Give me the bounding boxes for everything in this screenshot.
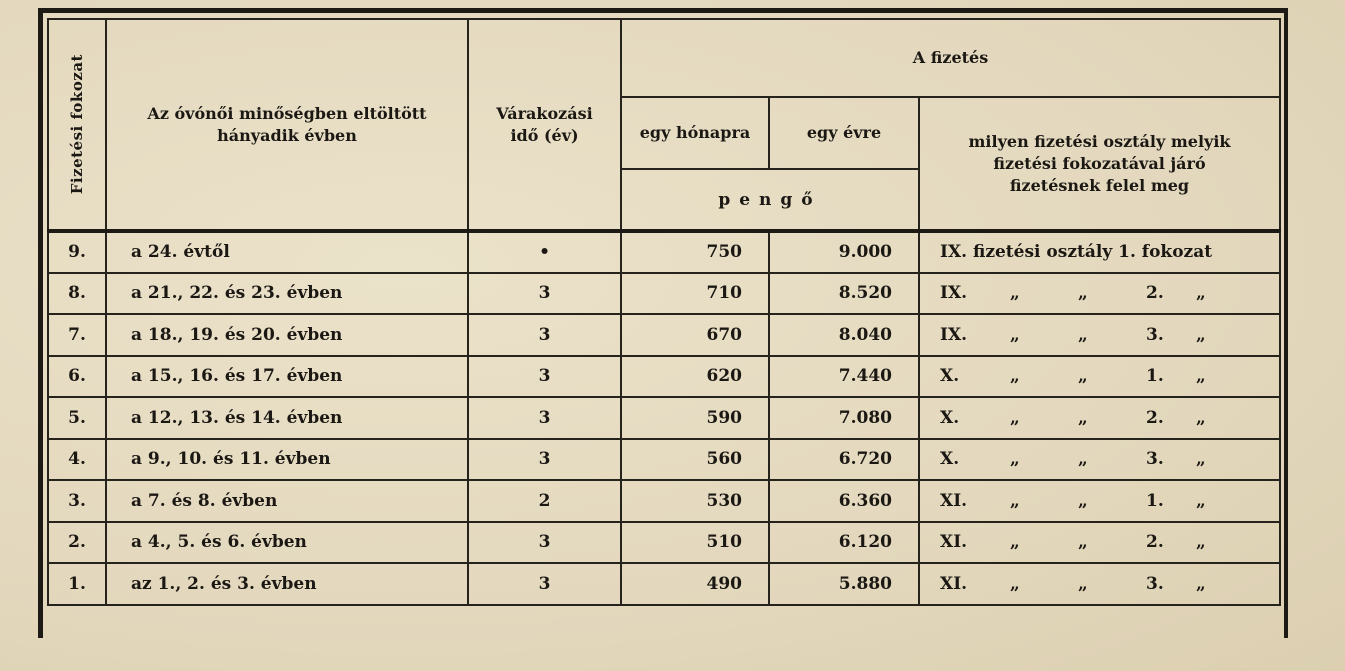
cell-evi: 6.360 [769,480,919,522]
cell-evi: 5.880 [769,563,919,605]
cell-osztaly [919,356,1280,398]
cell-varakozasi: 3 [468,356,621,398]
cell-varakozasi: 3 [468,563,621,605]
ditto-mark: „ [1196,283,1206,304]
header-penzegyseg [621,169,919,231]
header-penzegyseg-label: pengő [718,189,822,210]
ditto-mark: „ [1010,283,1020,304]
cell-varakozasi: 3 [468,314,621,356]
ditto-mark: „ [1078,490,1088,511]
header-fizetes [621,19,1280,97]
salary-table [47,18,1281,606]
ditto-mark: „ [1078,573,1088,594]
header-osztaly-label: milyen fizetési osztály melyik fizetési fokozatával járó fizetésnek felel meg [968,131,1231,195]
cell-osztaly [919,522,1280,564]
osztaly-fokozat: 3. [1146,449,1164,470]
header-fokozat-label: Fizetési fokozat [68,54,86,195]
ditto-mark: „ [1010,573,1020,594]
cell-varakozasi: 3 [468,522,621,564]
ditto-mark: „ [1010,490,1020,511]
table-row [48,314,1280,356]
osztaly-fokozat: 2. [1146,407,1164,428]
ditto-mark: „ [1078,283,1088,304]
osztaly-roman: XI. [940,532,968,553]
header-havi-label: egy hónapra [639,123,751,142]
osztaly-roman: IX. [940,324,968,345]
ditto-mark: „ [1078,407,1088,428]
ditto-mark: „ [1196,490,1206,511]
ditto-mark: „ [1196,532,1206,553]
cell-fokozat: 8. [48,273,106,315]
osztaly-roman: X. [940,449,960,470]
ditto-mark: „ [1010,532,1020,553]
cell-havi: 750 [621,231,769,273]
cell-evi: 7.080 [769,397,919,439]
osztaly-roman: XI. [940,573,968,594]
cell-varakozasi: 2 [468,480,621,522]
osztaly-fokozat: 1. [1146,490,1164,511]
cell-osztaly [919,480,1280,522]
cell-varakozasi: • [468,231,621,273]
cell-ev: a 12., 13. és 14. évben [106,397,468,439]
ditto-mark: „ [1196,573,1206,594]
table-row [48,480,1280,522]
cell-ev: a 24. évtől [106,231,468,273]
cell-fokozat: 4. [48,439,106,481]
cell-fokozat: 3. [48,480,106,522]
cell-fokozat: 9. [48,231,106,273]
cell-varakozasi: 3 [468,439,621,481]
table-row [48,439,1280,481]
cell-ev: a 15., 16. és 17. évben [106,356,468,398]
cell-evi: 6.720 [769,439,919,481]
header-evi-label: egy évre [806,123,882,142]
cell-havi: 620 [621,356,769,398]
osztaly-roman: X. [940,366,960,387]
osztaly-fokozat: 3. [1146,324,1164,345]
cell-ev: a 18., 19. és 20. évben [106,314,468,356]
cell-fokozat: 6. [48,356,106,398]
ditto-mark: „ [1196,449,1206,470]
cell-havi: 510 [621,522,769,564]
cell-varakozasi: 3 [468,273,621,315]
cell-osztaly [919,397,1280,439]
cell-havi: 710 [621,273,769,315]
cell-havi: 530 [621,480,769,522]
cell-osztaly [919,439,1280,481]
ditto-mark: „ [1196,324,1206,345]
cell-ev: a 21., 22. és 23. évben [106,273,468,315]
cell-osztaly [919,563,1280,605]
ditto-mark: „ [1078,366,1088,387]
ditto-mark: „ [1010,449,1020,470]
header-varakozasi-label: Várakozási idő (év) [496,103,593,145]
ditto-mark: „ [1010,366,1020,387]
cell-evi: 8.040 [769,314,919,356]
table-row [48,273,1280,315]
header-fokozat [48,19,106,231]
ditto-mark: „ [1078,324,1088,345]
cell-ev: a 9., 10. és 11. évben [106,439,468,481]
osztaly-fokozat: 2. [1146,532,1164,553]
osztaly-fokozat: 3. [1146,573,1164,594]
table-body [48,231,1280,605]
header-evi [769,97,919,169]
cell-ev: a 7. és 8. évben [106,480,468,522]
cell-evi: 9.000 [769,231,919,273]
cell-fokozat: 1. [48,563,106,605]
table-row [48,231,1280,273]
osztaly-fokozat: 1. [1146,366,1164,387]
ditto-mark: „ [1196,407,1206,428]
cell-fokozat: 2. [48,522,106,564]
header-havi [621,97,769,169]
header-ev [106,19,468,231]
cell-varakozasi: 3 [468,397,621,439]
cell-havi: 490 [621,563,769,605]
cell-fokozat: 5. [48,397,106,439]
osztaly-fokozat: 2. [1146,283,1164,304]
ditto-mark: „ [1010,407,1020,428]
cell-ev: a 4., 5. és 6. évben [106,522,468,564]
osztaly-roman: X. [940,407,960,428]
header-ev-label: Az óvónői minőségben eltöltött hányadik évben [147,103,427,145]
cell-havi: 670 [621,314,769,356]
table-row [48,356,1280,398]
ditto-mark: „ [1078,532,1088,553]
cell-evi: 8.520 [769,273,919,315]
cell-fokozat: 7. [48,314,106,356]
cell-ev: az 1., 2. és 3. évben [106,563,468,605]
cell-evi: 7.440 [769,356,919,398]
cell-osztaly [919,314,1280,356]
cell-havi: 560 [621,439,769,481]
ditto-mark: „ [1196,366,1206,387]
header-fizetes-label: A fizetés [912,48,989,67]
ditto-mark: „ [1010,324,1020,345]
cell-osztaly: IX. fizetési osztály 1. fokozat [919,231,1280,273]
cell-evi: 6.120 [769,522,919,564]
osztaly-roman: IX. [940,283,968,304]
osztaly-roman: XI. [940,490,968,511]
cell-havi: 590 [621,397,769,439]
table-row [48,397,1280,439]
table-row [48,563,1280,605]
header-osztaly [919,97,1280,231]
header-varakozasi [468,19,621,231]
ditto-mark: „ [1078,449,1088,470]
cell-osztaly [919,273,1280,315]
table-row [48,522,1280,564]
